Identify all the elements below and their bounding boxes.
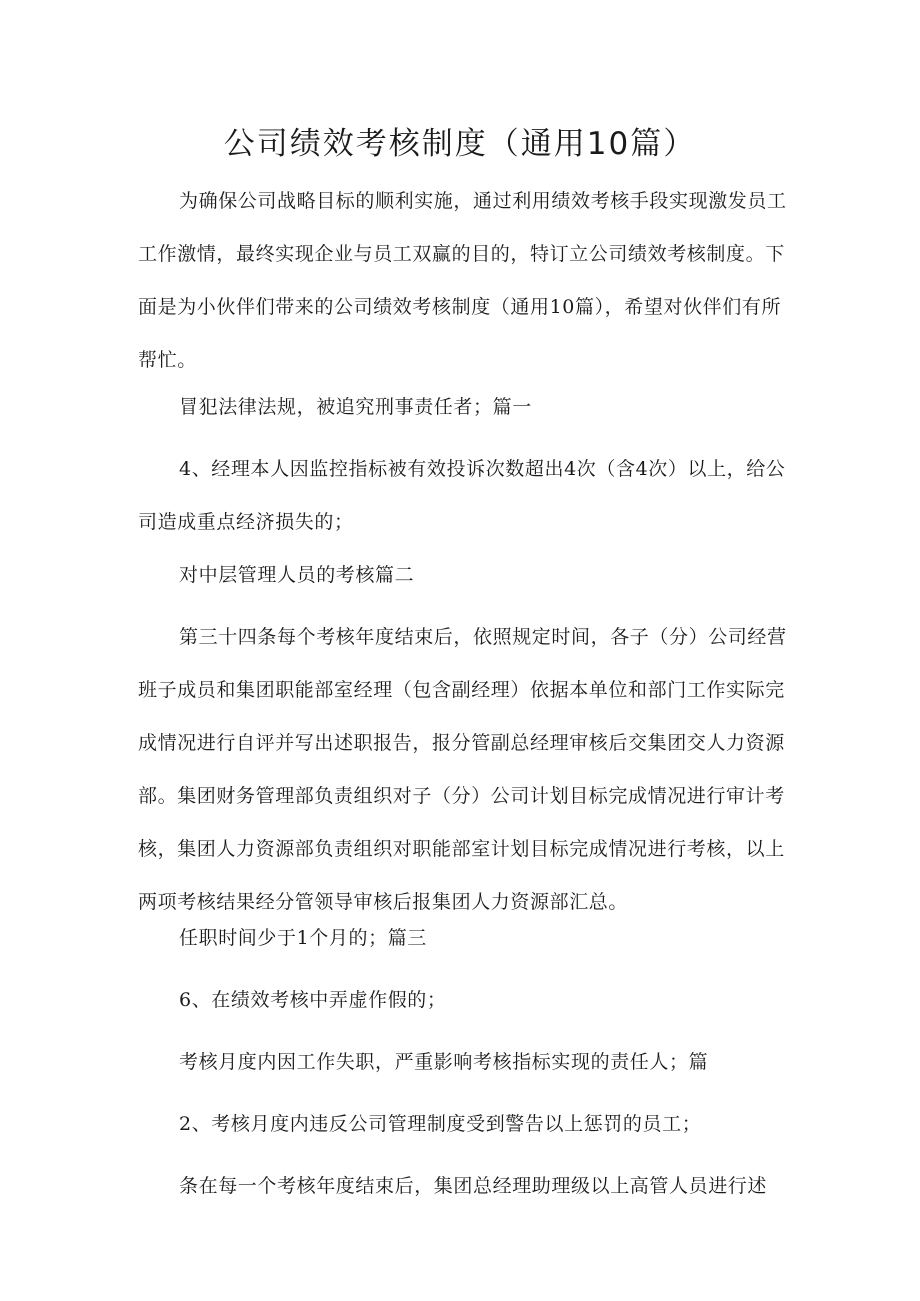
paragraph-dereliction: 考核月度内因工作失职，严重影响考核指标实现的责任人；篇 bbox=[179, 1051, 709, 1073]
paragraph-manager-complaints: 4、经理本人因监控指标被有效投诉次数超出4次（含4次）以上，给公司造成重点经济损失的； bbox=[138, 458, 786, 533]
paragraph-section-two-heading: 对中层管理人员的考核篇二 bbox=[179, 564, 415, 586]
document-title: 公司绩效考核制度（通用10篇） bbox=[223, 126, 697, 162]
paragraph-section-three-heading: 任职时间少于1个月的；篇三 bbox=[179, 927, 427, 949]
intro-paragraph: 为确保公司战略目标的顺利实施，通过利用绩效考核手段实现激发员工工作激情，最终实现企业与员工双赢的目的，特订立公司绩效考核制度。下面是为小伙伴们带来的公司绩效考核制度（通用10篇），希望对伙伴们有所帮忙。 bbox=[138, 190, 787, 371]
paragraph-article-34: 第三十四条每个考核年度结束后，依照规定时间，各子（分）公司经营班子成员和集团职能部室经理（包含副经理）依据本单位和部门工作实际完成情况进行自评并写出述职报告，报分管副总经理审核后交集团交人力资源部。集团财务管理部负责组织对子（分）公司计划目标完成情况进行审计考核，集团人力资源部负责组织对职能部室计划目标完成情况进行考核，以上两项考核结果经分管领导审核后报集团人力资源部汇总。 bbox=[138, 626, 787, 913]
paragraph-section-one-heading: 冒犯法律法规，被追究刑事责任者；篇一 bbox=[179, 396, 532, 418]
paragraph-year-end-report: 条在每一个考核年度结束后，集团总经理助理级以上高管人员进行述 bbox=[179, 1175, 768, 1197]
paragraph-violation-warning: 2、考核月度内违反公司管理制度受到警告以上惩罚的员工； bbox=[179, 1113, 702, 1135]
paragraph-falsification: 6、在绩效考核中弄虚作假的； bbox=[179, 989, 447, 1011]
